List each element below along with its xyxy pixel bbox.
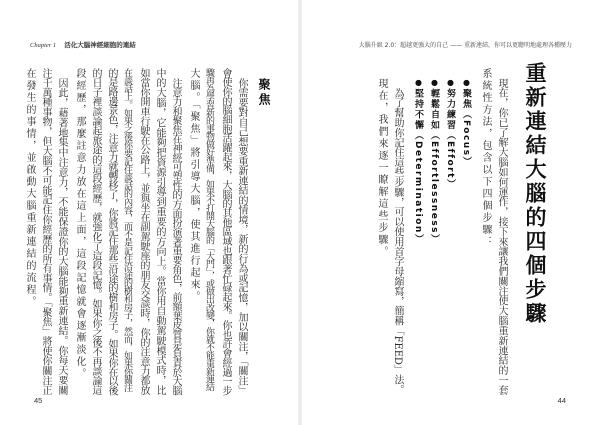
body-line: 在談話上。如果之後你要記住談話的內容，而不是記住沿途的樹和房子，然而，如果你關注 (122, 68, 132, 392)
step-determination (412, 78, 425, 244)
outro-line: 現在，我們來逐一瞭解這些步驟。 (376, 78, 387, 258)
right-running-head: 大腦升級 2.0：超越更強大的自己 —— 重新連結，你可以更聰明地處理各種壓力 (358, 42, 572, 49)
step-focus (460, 78, 473, 167)
chapter-label: Chapter 1 (30, 42, 57, 49)
bullet-icon: ● (430, 78, 439, 89)
body-line: 的是路邊景色，注意力就轉移了，你將記住那些沿途的樹和房子。如果你在以後 (106, 68, 117, 396)
body-line: 中的大腦，它能夠把資源引導到重要的方向上。當你用自動駕駛模式時，比 (154, 68, 165, 396)
right-page (300, 0, 600, 425)
body-line: 會使你的腦細胞活躍起來，大腦的其他區域也跟著忙碌起來。你也許會經過一步 (220, 68, 231, 396)
bullet-icon: ● (462, 78, 471, 89)
step-label: 聚焦（Focus） (461, 88, 471, 168)
body-line: 注千萬種事物，但大腦不可能記住你經歷的所有事情。「聚焦」將使你關注正 (40, 68, 51, 396)
bullet-icon: ● (446, 78, 455, 89)
body-line: 你需要對自己想要重新連結的情境，新的行為或記憶，加以關注，「關注」 (236, 78, 247, 396)
intro-line: 現在，你已了解大腦如何運作，接下來讓我們關注使大腦重新連結的一套 (496, 78, 507, 395)
body-line: 的日子裡談論起旅途的這段經歷，就強化了這段記憶。如果你之後不再談論這 (90, 68, 101, 396)
step-effortlessness (428, 78, 441, 245)
body-line: 因此，藉著地集中注意力，不能保證你的大腦能夠重新連結。你每天要關 (56, 78, 67, 395)
left-running-head (30, 40, 136, 49)
step-label: 輕鬆自如（Effortlessness） (429, 88, 439, 245)
chapter-title: 活化大腦神經細胞的連結 (64, 41, 136, 49)
section-title: 重新連結大腦的四個步驟 (523, 62, 547, 326)
bullet-icon: ● (414, 78, 423, 89)
body-line: 驟再為學習新的事物做好準備，如果不打開大腦的「大門」，或做出改變，你就不能重新連結 (204, 68, 214, 391)
right-page-number: 44 (557, 396, 566, 405)
left-page-number: 45 (34, 396, 43, 405)
body-line: 如當你開車行駛在公路上，並與坐在副駕駛座的朋友交談時，你的注意力都放 (138, 68, 149, 396)
body-line: 注意力和聚焦在神經可塑性的方面扮演著重要角色，前額葉皮質是負責於大腦 (170, 78, 181, 396)
outro-line: 為了幫助你記住這些步驟，可以使用首字母縮寫，簡稱「FEED」法。 (392, 88, 403, 395)
body-line: 段經歷，那麼註意力放在這上面，這段記憶就會逐漸淡化。 (74, 68, 85, 380)
intro-line: 系統性方法，包含以下四個步驟： (480, 68, 491, 248)
body-line: 在發生的事情，並啟動大腦重新連結的流程。 (24, 68, 35, 308)
step-effort (444, 78, 457, 189)
step-label: 努力練習（Effort） (445, 88, 455, 190)
body-line: 大腦。「聚焦」將引導大腦，使其進行起來。 (188, 68, 199, 303)
step-label: 堅持不懈（Determination） (413, 88, 423, 245)
section-heading-focus: 聚焦 (257, 78, 271, 108)
